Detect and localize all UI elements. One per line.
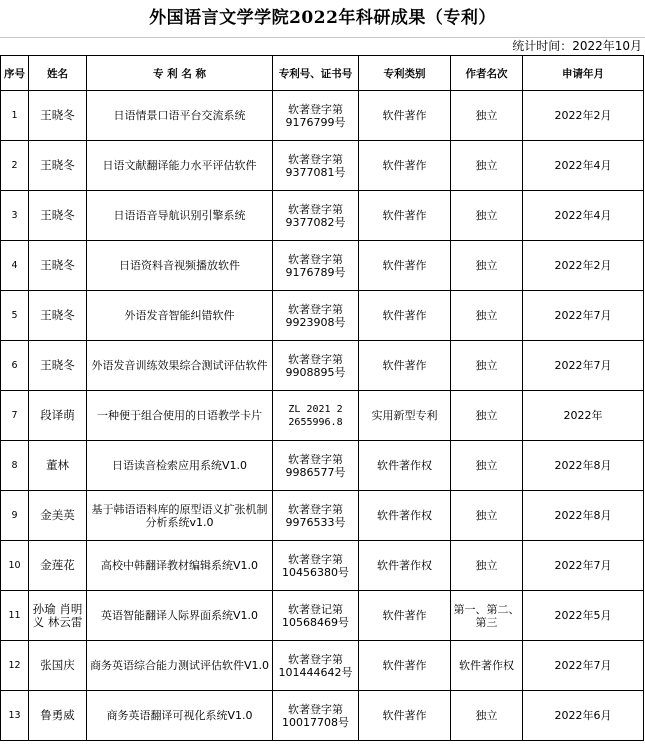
patent-title-cell: 日语情景口语平台交流系统 <box>87 91 273 141</box>
patent-number-cell: 软著登字第10017708号 <box>273 691 359 741</box>
patent-category-cell: 软件著作 <box>359 341 451 391</box>
patent-number-cell: 软著登字第9923908号 <box>273 291 359 341</box>
patent-category-cell: 软件著作权 <box>359 441 451 491</box>
patent-category-cell: 软件著作 <box>359 241 451 291</box>
patent-number-cell: 软著登字第9377081号 <box>273 141 359 191</box>
table-row <box>1 141 644 191</box>
application-date-cell: 2022年2月 <box>523 241 644 291</box>
patent-category-cell: 软件著作 <box>359 91 451 141</box>
author-name-cell: 鲁勇威 <box>29 691 87 741</box>
row-number-cell: 3 <box>1 191 29 241</box>
patent-title-cell: 外语发音智能纠错软件 <box>87 291 273 341</box>
patent-category-cell: 软件著作 <box>359 141 451 191</box>
author-name-cell: 王晓冬 <box>29 341 87 391</box>
author-name-cell: 金美英 <box>29 491 87 541</box>
row-number-cell: 7 <box>1 391 29 441</box>
header-category: 专利类别 <box>359 56 451 91</box>
author-name-cell: 董林 <box>29 441 87 491</box>
table-row <box>1 641 644 691</box>
patent-number-cell: 软著登字第9908895号 <box>273 341 359 391</box>
table-row <box>1 191 644 241</box>
patent-category-cell: 软件著作权 <box>359 541 451 591</box>
patent-category-cell: 软件著作 <box>359 291 451 341</box>
application-date-cell: 2022年7月 <box>523 291 644 341</box>
author-rank-cell: 独立 <box>451 391 523 441</box>
table-row <box>1 391 644 441</box>
author-rank-cell: 独立 <box>451 541 523 591</box>
patent-table <box>0 55 644 741</box>
table-row <box>1 291 644 341</box>
author-rank-cell: 独立 <box>451 91 523 141</box>
application-date-cell: 2022年7月 <box>523 341 644 391</box>
patent-number-cell: 软著登字第9176789号 <box>273 241 359 291</box>
table-row <box>1 341 644 391</box>
application-date-cell: 2022年 <box>523 391 644 441</box>
table-row <box>1 541 644 591</box>
table-row <box>1 91 644 141</box>
patent-title-cell: 日语资料音视频播放软件 <box>87 241 273 291</box>
row-number-cell: 13 <box>1 691 29 741</box>
row-number-cell: 11 <box>1 591 29 641</box>
author-rank-cell: 独立 <box>451 191 523 241</box>
table-row <box>1 491 644 541</box>
patent-number-cell: 软著登字第9986577号 <box>273 441 359 491</box>
row-number-cell: 2 <box>1 141 29 191</box>
author-name-cell: 张国庆 <box>29 641 87 691</box>
table-row <box>1 691 644 741</box>
author-rank-cell: 独立 <box>451 691 523 741</box>
header-no: 序号 <box>1 56 29 91</box>
header-row <box>1 56 644 91</box>
patent-title-cell: 日语读音检索应用系统V1.0 <box>87 441 273 491</box>
author-rank-cell: 软件著作权 <box>451 641 523 691</box>
patent-title-cell: 日语文献翻译能力水平评估软件 <box>87 141 273 191</box>
patent-number-cell: 软著登字第9976533号 <box>273 491 359 541</box>
patent-category-cell: 实用新型专利 <box>359 391 451 441</box>
header-patent-no: 专利号、证书号 <box>273 56 359 91</box>
patent-number-cell: 软著登字第101444642号 <box>273 641 359 691</box>
patent-category-cell: 软件著作 <box>359 591 451 641</box>
row-number-cell: 9 <box>1 491 29 541</box>
author-rank-cell: 独立 <box>451 291 523 341</box>
application-date-cell: 2022年2月 <box>523 91 644 141</box>
author-rank-cell: 独立 <box>451 141 523 191</box>
application-date-cell: 2022年4月 <box>523 141 644 191</box>
patent-title-cell: 外语发音训练效果综合测试评估软件 <box>87 341 273 391</box>
patent-title-cell: 日语语音导航识别引擎系统 <box>87 191 273 241</box>
patent-number-cell: ZL 2021 2 2655996.8 <box>273 391 359 441</box>
header-title: 专 利 名 称 <box>87 56 273 91</box>
author-name-cell: 王晓冬 <box>29 91 87 141</box>
patent-title-cell: 商务英语翻译可视化系统V1.0 <box>87 691 273 741</box>
row-number-cell: 1 <box>1 91 29 141</box>
application-date-cell: 2022年6月 <box>523 691 644 741</box>
table-row <box>1 441 644 491</box>
patent-category-cell: 软件著作 <box>359 191 451 241</box>
patent-category-cell: 软件著作 <box>359 641 451 691</box>
row-number-cell: 8 <box>1 441 29 491</box>
author-name-cell: 金莲花 <box>29 541 87 591</box>
header-date: 申请年月 <box>523 56 644 91</box>
patent-title-cell: 英语智能翻译人际界面系统V1.0 <box>87 591 273 641</box>
patent-title-cell: 高校中韩翻译教材编辑系统V1.0 <box>87 541 273 591</box>
patent-title-cell: 一种便于组合使用的日语教学卡片 <box>87 391 273 441</box>
author-name-cell: 王晓冬 <box>29 291 87 341</box>
author-rank-cell: 独立 <box>451 491 523 541</box>
application-date-cell: 2022年5月 <box>523 591 644 641</box>
header-name: 姓名 <box>29 56 87 91</box>
row-number-cell: 5 <box>1 291 29 341</box>
patent-number-cell: 软著登字第9377082号 <box>273 191 359 241</box>
page-title: 外国语言文学学院2022年科研成果（专利） <box>149 8 496 28</box>
patent-title-cell: 商务英语综合能力测试评估软件V1.0 <box>87 641 273 691</box>
patent-number-cell: 软著登字第9176799号 <box>273 91 359 141</box>
author-name-cell: 段译萌 <box>29 391 87 441</box>
patent-title-cell: 基于韩语语料库的原型语义扩张机制分析系统v1.0 <box>87 491 273 541</box>
row-number-cell: 12 <box>1 641 29 691</box>
row-number-cell: 4 <box>1 241 29 291</box>
table-body <box>1 91 644 741</box>
row-number-cell: 10 <box>1 541 29 591</box>
application-date-cell: 2022年7月 <box>523 641 644 691</box>
author-rank-cell: 独立 <box>451 341 523 391</box>
author-rank-cell: 第一、第二、第三 <box>451 591 523 641</box>
application-date-cell: 2022年4月 <box>523 191 644 241</box>
table-row <box>1 241 644 291</box>
author-name-cell: 王晓冬 <box>29 191 87 241</box>
author-name-cell: 王晓冬 <box>29 241 87 291</box>
author-name-cell: 孙瑜 肖明义 林云雷 <box>29 591 87 641</box>
author-rank-cell: 独立 <box>451 441 523 491</box>
patent-category-cell: 软件著作权 <box>359 491 451 541</box>
stat-time-label: 统计时间：2022年10月 <box>512 39 642 53</box>
patent-number-cell: 软著登记第10568469号 <box>273 591 359 641</box>
patent-number-cell: 软著登字第10456380号 <box>273 541 359 591</box>
patent-category-cell: 软件著作 <box>359 691 451 741</box>
table-row <box>1 591 644 641</box>
application-date-cell: 2022年8月 <box>523 491 644 541</box>
row-number-cell: 6 <box>1 341 29 391</box>
application-date-cell: 2022年7月 <box>523 541 644 591</box>
author-rank-cell: 独立 <box>451 241 523 291</box>
header-rank: 作者名次 <box>451 56 523 91</box>
application-date-cell: 2022年8月 <box>523 441 644 491</box>
author-name-cell: 王晓冬 <box>29 141 87 191</box>
